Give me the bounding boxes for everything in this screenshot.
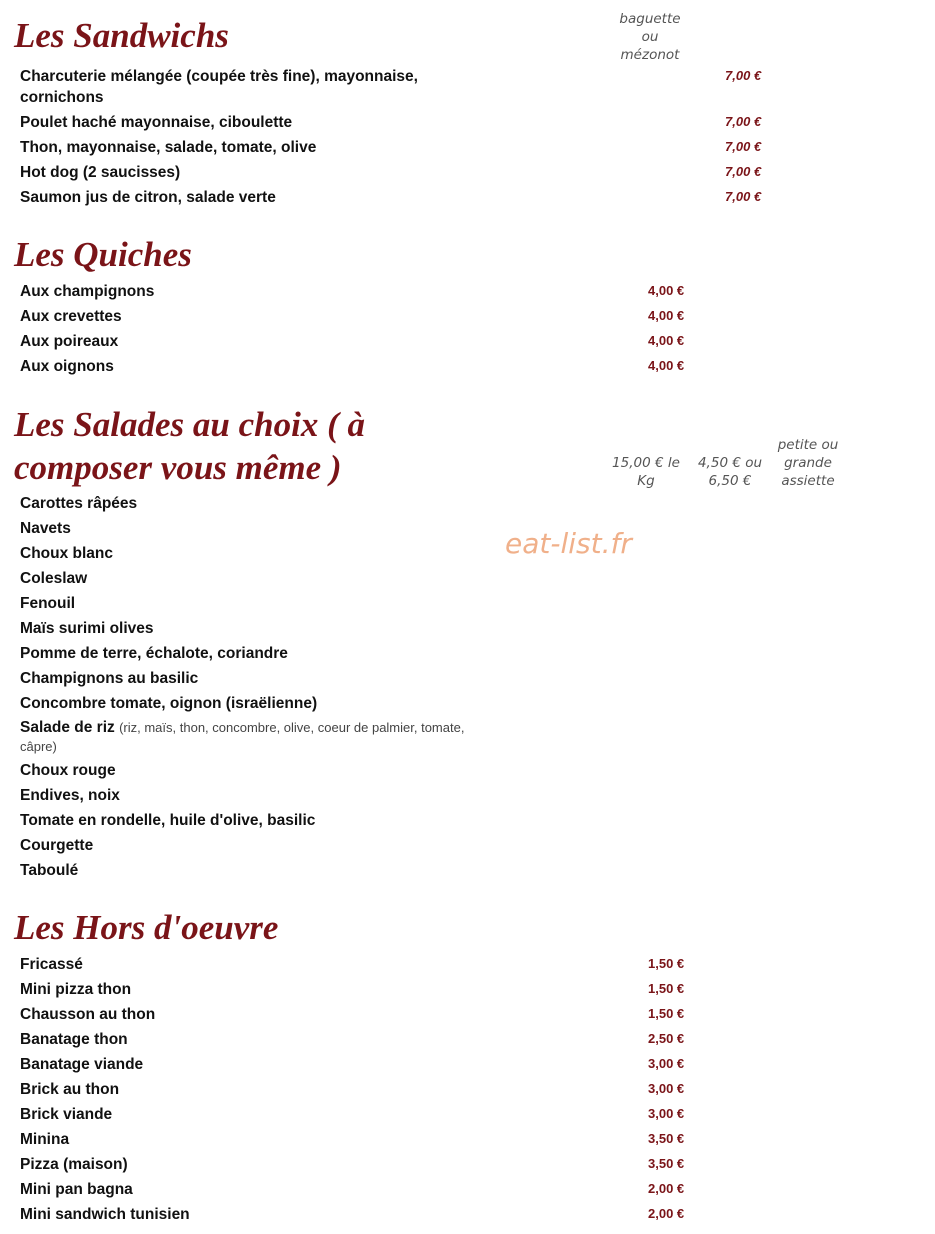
salade-item-name: Fenouil <box>20 595 76 612</box>
salade-item-name: Carottes râpées <box>20 495 138 512</box>
salade-item-name: Concombre tomate, oignon (israëlienne) <box>20 695 318 712</box>
sandwich-item-price: 7,00 € <box>725 139 762 154</box>
sandwich-item-name: Poulet haché mayonnaise, ciboulette <box>20 114 293 131</box>
salade-item-name: Navets <box>20 520 71 537</box>
salade-price-plate-header <box>690 454 770 490</box>
quiche-item-price: 4,00 € <box>648 308 685 323</box>
section-title-salades-line2: composer vous même ) <box>14 448 342 487</box>
hors-doeuvre-item-price: 2,00 € <box>648 1181 685 1196</box>
hors-doeuvre-item-name: Chausson au thon <box>20 1006 156 1023</box>
hors-doeuvre-item-price: 1,50 € <box>648 1006 685 1021</box>
hors-doeuvre-item-price: 2,50 € <box>648 1031 685 1046</box>
salade-item-name: Maïs surimi olives <box>20 620 154 637</box>
hors-doeuvre-item-name: Brick viande <box>20 1106 113 1123</box>
section-title-salades-line1: Les Salades au choix ( à <box>14 405 365 444</box>
hors-doeuvre-item-name: Mini pizza thon <box>20 981 132 998</box>
hors-doeuvre-item-price: 1,50 € <box>648 956 685 971</box>
column-header-line: mézonot <box>620 47 680 63</box>
hors-doeuvre-item-name: Banatage thon <box>20 1031 128 1048</box>
column-header-line: assiette <box>781 473 835 489</box>
hors-doeuvre-item-price: 3,00 € <box>648 1081 685 1096</box>
sandwich-item-price: 7,00 € <box>725 164 762 179</box>
salade-item-name: Salade de riz <box>20 719 115 736</box>
hors-doeuvre-item-name: Minina <box>20 1131 70 1148</box>
column-header-line: Kg <box>637 473 655 489</box>
hors-doeuvre-item-name: Banatage viande <box>20 1056 144 1073</box>
salade-item-riz <box>20 718 480 756</box>
quiche-item-name: Aux crevettes <box>20 308 122 325</box>
sandwich-item-name: Hot dog (2 saucisses) <box>20 164 181 181</box>
salade-item-name: Champignons au basilic <box>20 670 199 687</box>
section-title-quiches: Les Quiches <box>14 235 192 274</box>
salade-item-name: Endives, noix <box>20 787 120 804</box>
section-title-hors-doeuvre: Les Hors d'oeuvre <box>14 908 279 947</box>
quiche-item-name: Aux oignons <box>20 358 114 375</box>
salade-item-name: Taboulé <box>20 862 79 879</box>
salade-item-name: Tomate en rondelle, huile d'olive, basilic <box>20 812 316 829</box>
sandwich-item-name: Thon, mayonnaise, salade, tomate, olive <box>20 139 317 156</box>
quiche-item-price: 4,00 € <box>648 283 685 298</box>
hors-doeuvre-item-price: 3,00 € <box>648 1056 685 1071</box>
column-header-line: ou <box>641 29 659 45</box>
column-header-line: 6,50 € <box>708 473 752 489</box>
hors-doeuvre-item-name: Fricassé <box>20 956 83 973</box>
salade-price-per-kg-header <box>604 454 688 490</box>
quiche-item-name: Aux poireaux <box>20 333 119 350</box>
column-header-line: 15,00 € le <box>612 455 680 471</box>
hors-doeuvre-item-name: Mini pan bagna <box>20 1181 133 1198</box>
sandwich-item-name: Charcuterie mélangée (coupée très fine), mayonnaise, cornichons <box>20 68 418 106</box>
column-header-line: baguette <box>619 11 681 27</box>
salade-item-detail: (riz, maïs, thon, concombre, olive, coeur de palmier, tomate, câpre) <box>20 720 465 754</box>
quiche-item-price: 4,00 € <box>648 333 685 348</box>
hors-doeuvre-item-price: 3,50 € <box>648 1131 685 1146</box>
hors-doeuvre-item-name: Pizza (maison) <box>20 1156 128 1173</box>
salade-item-name: Pomme de terre, échalote, coriandre <box>20 645 288 662</box>
salade-item-name: Courgette <box>20 837 94 854</box>
salade-item-name: Choux blanc <box>20 545 114 562</box>
hors-doeuvre-item-price: 2,00 € <box>648 1206 685 1221</box>
sandwich-item-price: 7,00 € <box>725 68 762 83</box>
sandwich-item-price: 7,00 € <box>725 114 762 129</box>
hors-doeuvre-item-name: Mini sandwich tunisien <box>20 1206 190 1223</box>
quiche-item-name: Aux champignons <box>20 283 155 300</box>
watermark: eat-list.fr <box>505 527 632 560</box>
column-header-line: grande <box>784 455 832 471</box>
section-title-sandwichs: Les Sandwichs <box>14 16 229 55</box>
hors-doeuvre-item-price: 3,50 € <box>648 1156 685 1171</box>
sandwich-item-name: Saumon jus de citron, salade verte <box>20 189 276 206</box>
hors-doeuvre-item-price: 1,50 € <box>648 981 685 996</box>
sandwich-item-price: 7,00 € <box>725 189 762 204</box>
salade-item-name: Choux rouge <box>20 762 116 779</box>
column-header-line: 4,50 € ou <box>697 455 763 471</box>
hors-doeuvre-item-price: 3,00 € <box>648 1106 685 1121</box>
sandwich-bread-column-header <box>600 10 700 64</box>
salade-plate-size-header <box>768 436 848 490</box>
column-header-line: petite ou <box>777 437 839 453</box>
quiche-item-price: 4,00 € <box>648 358 685 373</box>
hors-doeuvre-item-name: Brick au thon <box>20 1081 120 1098</box>
salade-item-name: Coleslaw <box>20 570 88 587</box>
